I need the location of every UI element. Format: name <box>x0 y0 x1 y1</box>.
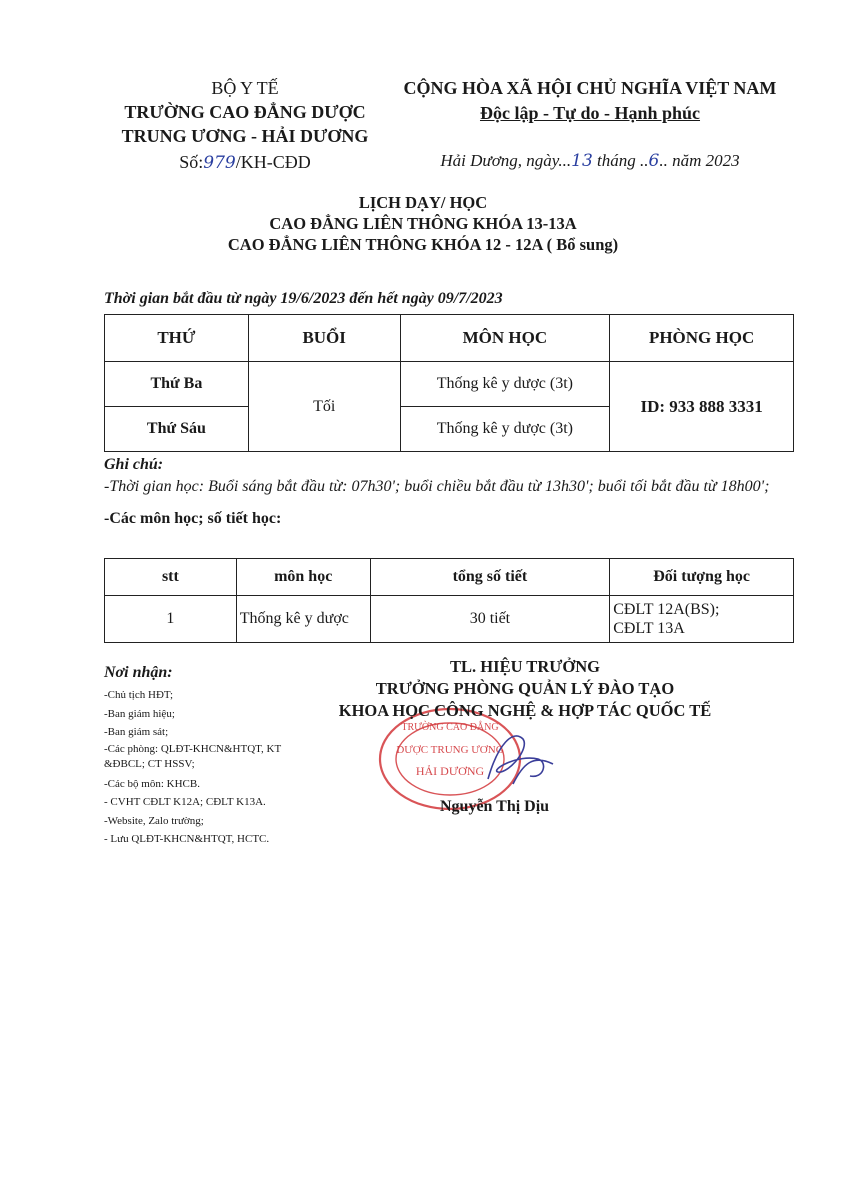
col-header-day: THỨ <box>105 315 249 362</box>
session-cell: Tối <box>248 362 400 452</box>
signature-line3: KHOA HỌC CÔNG NGHỆ & HỢP TÁC QUỐC TẾ <box>338 701 712 720</box>
schedule-header-row <box>105 315 794 362</box>
col-header-subject-name: môn học <box>236 559 370 596</box>
signature-line1: TL. HIỆU TRƯỞNG <box>450 657 600 676</box>
target-line2: CĐLT 13A <box>613 620 685 637</box>
day-cell: Thứ Ba <box>105 362 249 407</box>
ministry-name: BỘ Y TẾ <box>211 78 279 98</box>
recipients-heading: Nơi nhận: <box>104 664 173 681</box>
table-row <box>105 362 794 407</box>
subjects-table <box>104 558 794 643</box>
school-name-line2: TRUNG ƯƠNG - HẢI DƯƠNG <box>121 126 369 146</box>
table-row <box>105 596 794 643</box>
signer-name: Nguyễn Thị Dịu <box>440 798 550 815</box>
col-header-target: Đối tượng học <box>610 559 794 596</box>
country-name: CỘNG HÒA XÃ HỘI CHỦ NGHĨA VIỆT NAM <box>403 78 777 98</box>
title-line3: CAO ĐẲNG LIÊN THÔNG KHÓA 12 - 12A ( Bổ sung) <box>227 235 619 254</box>
notes-text: -Thời gian học: Buổi sáng bắt đầu từ: 07h30'; buổi chiều bắt đầu từ 13h30'; buổi tối bắt đầu từ 18h00'; <box>104 478 770 495</box>
date-month-handwritten: 6 <box>648 151 660 171</box>
recipient-item: -Ban giám sát; <box>104 726 169 738</box>
title-line2: CAO ĐẲNG LIÊN THÔNG KHÓA 13-13A <box>269 214 577 233</box>
target-cell <box>610 596 794 643</box>
issuer-block <box>100 76 390 175</box>
schedule-table <box>104 314 794 452</box>
subjects-header-row <box>105 559 794 596</box>
stt-cell: 1 <box>105 596 237 643</box>
signature-block <box>290 656 760 722</box>
target-line1: CĐLT 12A(BS); <box>613 601 720 618</box>
issue-date: Hải Dương, ngày...13 tháng ..6.. năm 2023 <box>440 151 740 171</box>
doc-no-suffix: /KH-CĐD <box>235 152 311 172</box>
stamp-text-bottom: HẢI DƯƠNG <box>415 764 485 778</box>
col-header-session: BUỔI <box>248 315 400 362</box>
document-title <box>0 192 846 255</box>
handwritten-signature <box>468 724 558 794</box>
room-cell: ID: 933 888 3331 <box>610 362 794 452</box>
stamp-text-mid: DƯỢC TRUNG ƯƠNG <box>396 744 504 756</box>
document-number <box>100 150 390 175</box>
notes-heading: Ghi chú: <box>104 456 164 473</box>
col-header-room: PHÒNG HỌC <box>610 315 794 362</box>
doc-no-handwritten: 979 <box>203 153 236 173</box>
notes-section <box>104 454 804 530</box>
recipient-item: -Các bộ môn: KHCB. <box>104 777 200 790</box>
day-cell: Thứ Sáu <box>105 407 249 452</box>
recipients-block <box>104 662 304 849</box>
title-line1: LỊCH DẠY/ HỌC <box>358 193 488 212</box>
signature-line2: TRƯỞNG PHÒNG QUẢN LÝ ĐÀO TẠO <box>375 679 675 698</box>
date-prefix: Hải Dương, ngày <box>440 151 559 170</box>
subject-cell: Thống kê y dược (3t) <box>400 362 610 407</box>
col-header-total: tổng số tiết <box>370 559 610 596</box>
date-day-handwritten: 13 <box>571 151 593 171</box>
subject-cell: Thống kê y dược (3t) <box>400 407 610 452</box>
recipient-item: -Các phòng: QLĐT-KHCN&HTQT, KT &ĐBCL; CT HSSV; <box>104 742 281 770</box>
subjects-heading: -Các môn học; số tiết học: <box>104 510 282 527</box>
recipient-item: -Website, Zalo trường; <box>104 814 204 827</box>
date-month-label: tháng <box>597 151 636 170</box>
subject-name-cell: Thống kê y dược <box>236 596 370 643</box>
doc-no-prefix: Số: <box>179 152 204 172</box>
school-name-line1: TRƯỜNG CAO ĐẲNG DƯỢC <box>124 102 366 122</box>
date-year: năm 2023 <box>672 151 740 170</box>
recipient-item: - CVHT CĐLT K12A; CĐLT K13A. <box>104 796 266 808</box>
national-motto: Độc lập - Tự do - Hạnh phúc <box>479 103 701 123</box>
national-header <box>380 76 800 173</box>
recipient-item: - Lưu QLĐT-KHCN&HTQT, HCTC. <box>104 833 270 845</box>
recipient-item: -Ban giám hiệu; <box>104 707 175 720</box>
total-cell: 30 tiết <box>370 596 610 643</box>
col-header-stt: stt <box>105 559 237 596</box>
col-header-subject: MÔN HỌC <box>400 315 610 362</box>
recipient-item: -Chủ tịch HĐT; <box>104 689 174 701</box>
schedule-period: Thời gian bắt đầu từ ngày 19/6/2023 đến hết ngày 09/7/2023 <box>104 290 503 307</box>
stamp-text-top: TRƯỜNG CAO ĐẲNG <box>401 722 499 733</box>
